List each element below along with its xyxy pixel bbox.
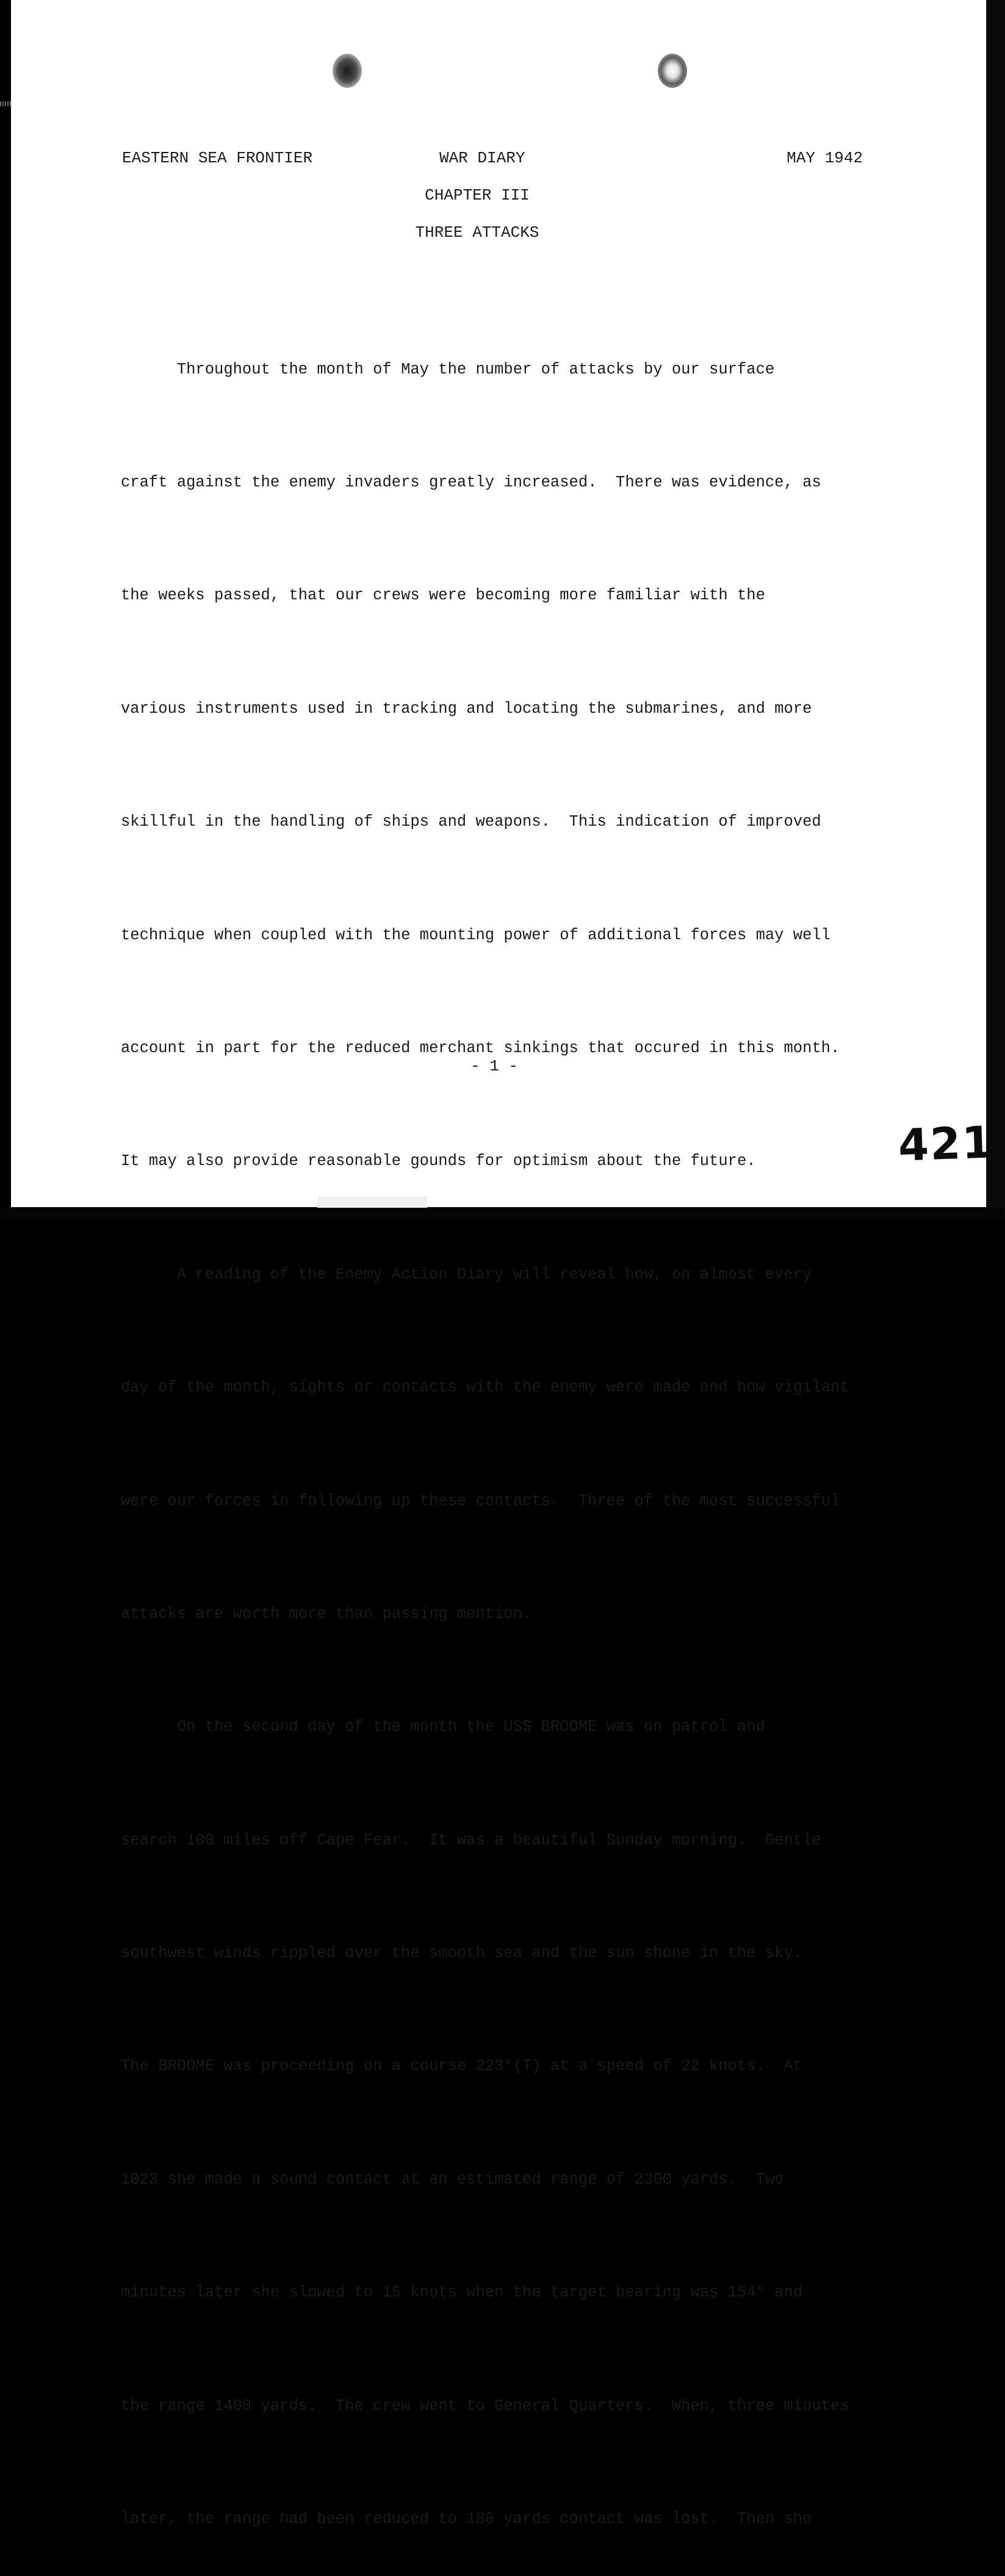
- chapter-heading: CHAPTER III: [425, 186, 530, 204]
- body-line: were our forces in following up these contacts. Three of the most successful: [121, 1492, 840, 1510]
- body-line: day of the month, sights or contacts with the enemy were made and how vigilant: [121, 1379, 849, 1397]
- body-line: later, the range had been reduced to 180 yards contact was lost. Then she: [121, 2510, 812, 2528]
- body-line: the range 1400 yards. The crew went to General Quarters. When, three minutes: [121, 2397, 849, 2415]
- body-line: skillful in the handling of ships and weapons. This indication of improved: [121, 813, 821, 831]
- body-line: the weeks passed, that our crews were becoming more familiar with the: [121, 586, 765, 605]
- binder-hole-left: [333, 54, 362, 88]
- body-line: account in part for the reduced merchant sinkings that occured in this month.: [121, 1039, 840, 1057]
- body-line: craft against the enemy invaders greatly increased. There was evidence, as: [121, 473, 821, 491]
- handwritten-page-number: 421: [897, 1116, 995, 1171]
- binder-hole-right: [658, 54, 687, 88]
- body-line: various instruments used in tracking and locating the submarines, and more: [121, 699, 812, 718]
- body-line: The BROOME was proceeding on a course 223°(T) at a speed of 22 knots. At: [121, 2057, 803, 2076]
- header-date: MAY 1942: [787, 149, 863, 167]
- scan-border-right: [986, 0, 1005, 1221]
- body-line: On the second day of the month the USS BROOME was on patrol and: [121, 1718, 765, 1736]
- body-line: It may also provide reasonable gounds for optimism about the future.: [121, 1152, 756, 1171]
- body-line: Throughout the month of May the number of attacks by our surface: [121, 360, 775, 378]
- body-line: 1023 she made a sound contact at an estimated range of 2300 yards. Two: [121, 2170, 784, 2188]
- running-header: [122, 149, 863, 170]
- header-organization: EASTERN SEA FRONTIER: [122, 149, 313, 167]
- page-number: - 1 -: [470, 1057, 518, 1075]
- body-line: attacks are worth more than passing mention.: [121, 1604, 532, 1623]
- body-text: [121, 275, 914, 2576]
- body-line: search 100 miles off Cape Fear. It was a beautiful Sunday morning. Gentle: [121, 1831, 821, 1849]
- body-line: A reading of the Enemy Action Diary will reveal how, on almost every: [121, 1265, 812, 1283]
- body-line: technique when coupled with the mounting power of additional forces may well: [121, 926, 830, 944]
- body-line: southwest winds rippled over the smooth sea and the sun shone in the sky.: [121, 1944, 803, 1963]
- body-line: minutes later she slowed to 15 knots when the target bearing was 154° and: [121, 2284, 803, 2302]
- header-document-type: WAR DIARY: [439, 149, 525, 167]
- chapter-title: THREE ATTACKS: [415, 223, 539, 242]
